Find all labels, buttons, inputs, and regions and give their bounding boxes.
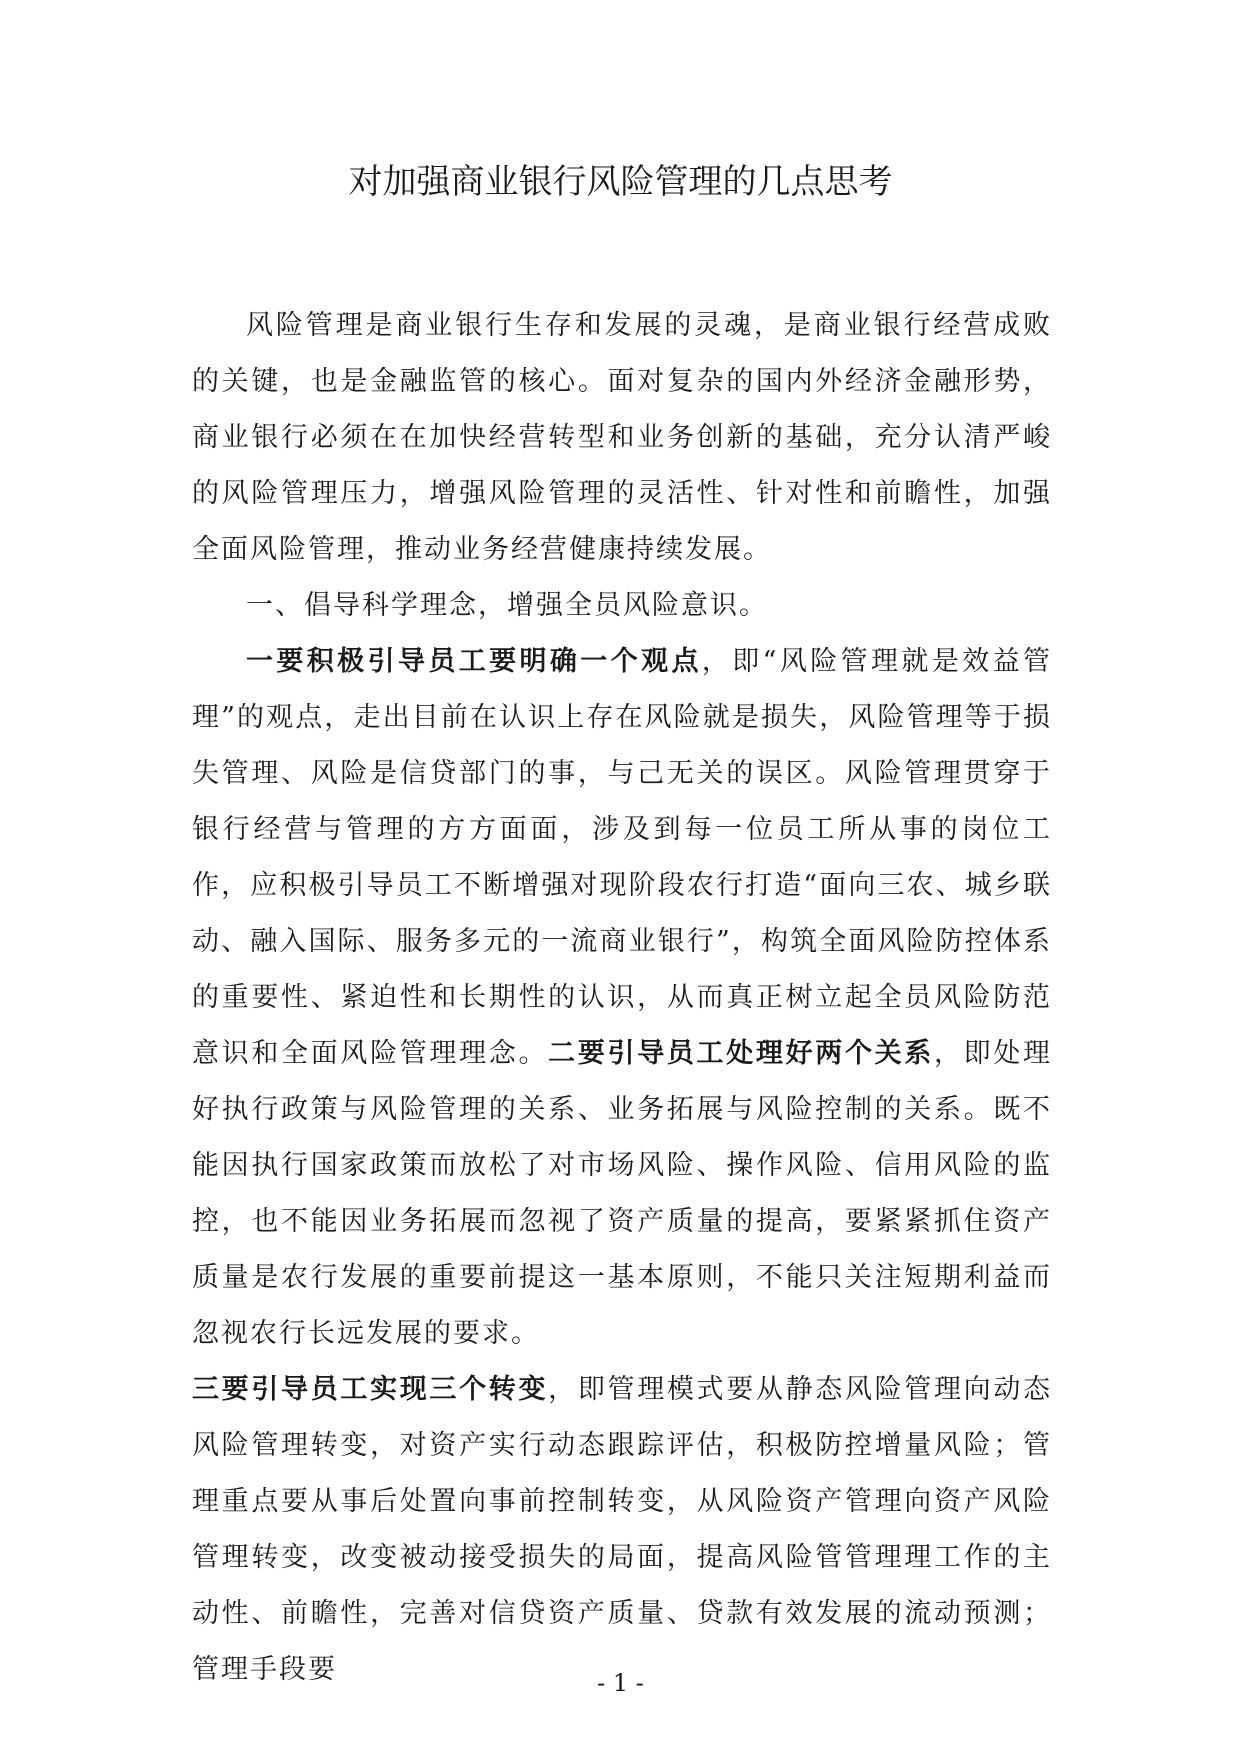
bold-lead-point-2: 二要引导员工处理好两个关系: [548, 1038, 934, 1069]
paragraph-text-point-1: ，即“风险管理就是效益管理”的观点，走出目前在认识上存在风险就是损失，风险管理等于损失管理、风险是信贷部门的事，与己无关的误区。风险管理贯穿于银行经营与管理的方方面面，涉及到每一位员工所从事的岗位工作，应积极引导员工不断增强对现阶段农行打造“面向三农、城乡联动、融入国际、服务多元的一流商业银行”，构筑全面风险防控体系的重要性、紧迫性和长期性的认识，从而真正树立起全员风险防范意识和全面风险管理理念。: [192, 646, 1053, 1069]
document-body: [192, 298, 1052, 1698]
bold-lead-point-1: 一要积极引导员工要明确一个观点: [246, 646, 702, 677]
paragraph-intro: 风险管理是商业银行生存和发展的灵魂，是商业银行经营成败的关键，也是金融监管的核心。面对复杂的国内外经济金融形势，商业银行必须在在加快经营转型和业务创新的基础，充分认清严峻的风险管理压力，增强风险管理的灵活性、针对性和前瞻性，加强全面风险管理，推动业务经营健康持续发展。: [192, 310, 1052, 565]
section-heading-1: 一、倡导科学理念，增强全员风险意识。: [246, 590, 768, 621]
paragraph-text-point-2: ，即处理好执行政策与风险管理的关系、业务拓展与风险控制的关系。既不能因执行国家政策而放松了对市场风险、操作风险、信用风险的监控，也不能因业务拓展而忽视了资产质量的提高，要紧紧抓住资产质量是农行发展的重要前提这一基本原则，不能只关注短期利益而忽视农行长远发展的要求。: [192, 1038, 1053, 1349]
paragraph-text-point-3: ，即管理模式要从静态风险管理向动态风险管理转变，对资产实行动态跟踪评估，积极防控增量风险；管理重点要从事后处置向事前控制转变，从风险资产管理向资产风险管理转变，改变被动接受损失的局面，提高风险管管理理工作的主动性、前瞻性，完善对信贷资产质量、贷款有效发展的流动预测；管理手段要: [192, 1374, 1053, 1685]
document-title: 对加强商业银行风险管理的几点思考: [348, 162, 893, 202]
paragraph-point-3: [192, 1362, 1052, 1698]
paragraph-point-1-2: [192, 634, 1052, 1362]
bold-lead-point-3: 三要引导员工实现三个转变: [192, 1374, 549, 1405]
page-number: - 1 -: [597, 1669, 644, 1697]
